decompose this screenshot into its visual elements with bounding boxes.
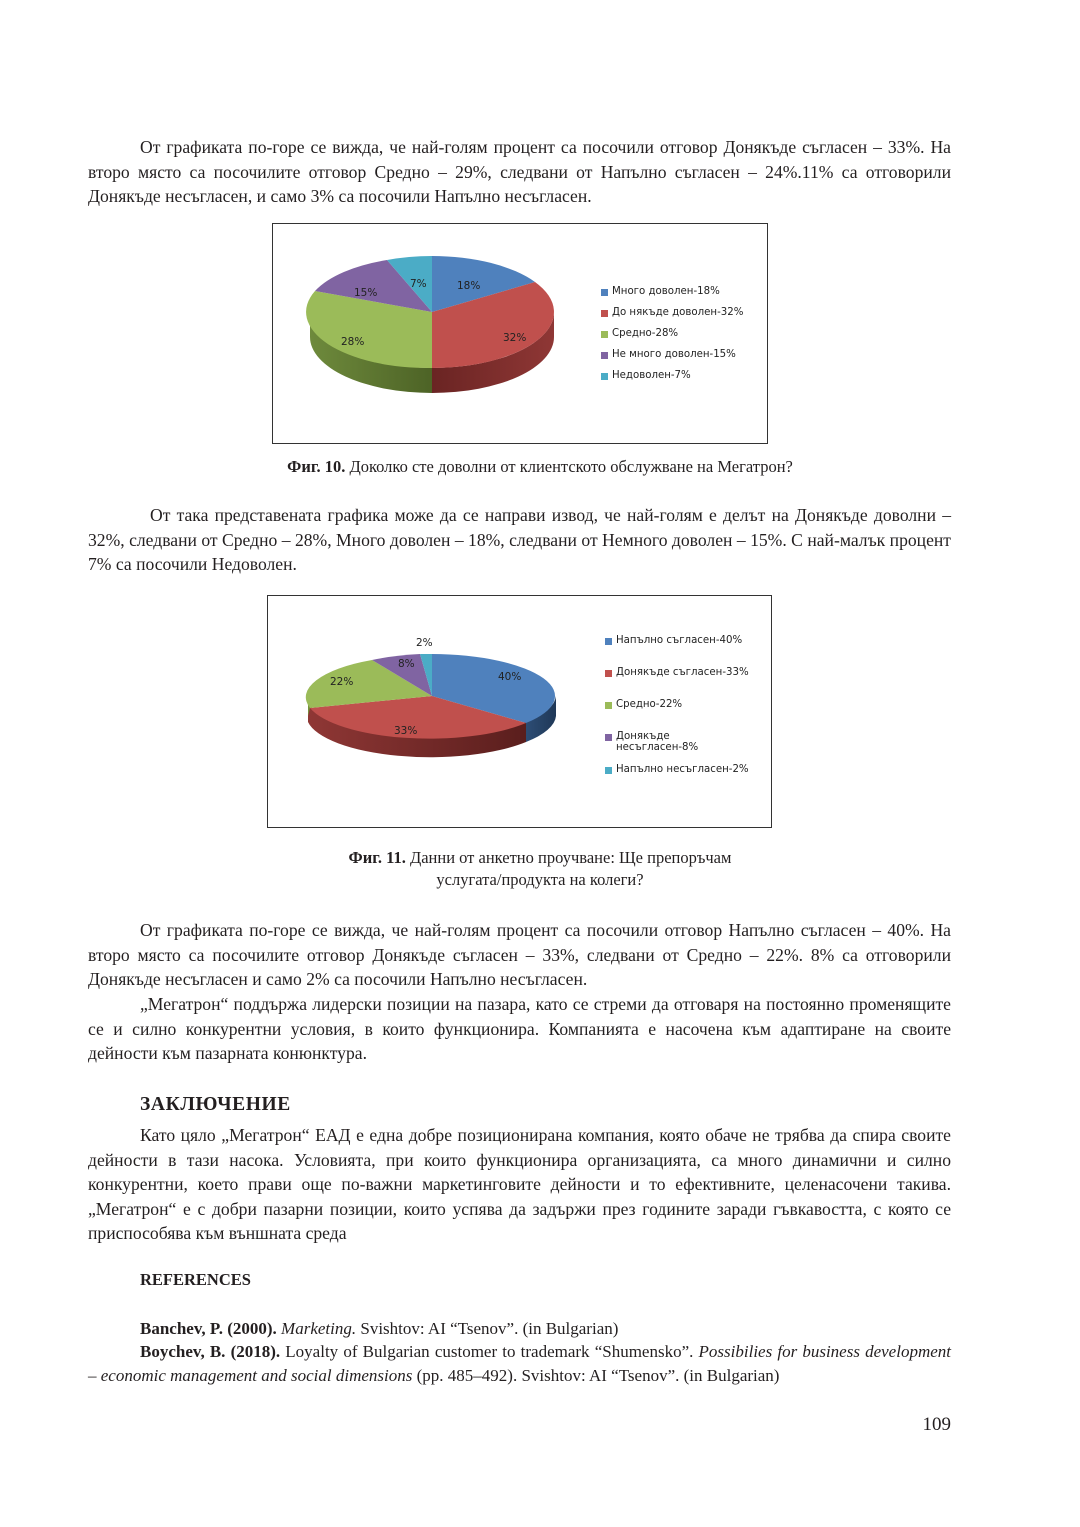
figure-11-caption: Фиг. 11. Данни от анкетно проучване: Ще препоръчам услугата/продукта на колеги?: [348, 848, 732, 889]
data-label: 32%: [503, 332, 527, 344]
legend-item: Недоволен-7%: [601, 370, 743, 391]
data-label: 22%: [330, 676, 354, 688]
legend-swatch-icon: [605, 702, 612, 709]
paragraph-intro: От графиката по-горе се вижда, че най-голям процент са посочили отговор Донякъде съгласен – 33%. На второ място са посочилите отговор Средно – 29%, следвани от Напълно съгласен – 24%.11% са отговорили Донякъде несъгласен, и само 3% са посочили Напълно несъгласен.: [88, 137, 951, 207]
data-label: 2%: [416, 637, 433, 649]
legend-swatch-icon: [601, 331, 608, 338]
data-label: 40%: [498, 671, 522, 683]
data-label: 28%: [341, 336, 365, 348]
legend-item: Не много доволен-15%: [601, 349, 743, 370]
data-label: 8%: [398, 658, 415, 670]
legend-swatch-icon: [601, 310, 608, 317]
chart-legend: [605, 635, 765, 784]
figure-10-chart: [272, 223, 768, 444]
legend-swatch-icon: [601, 373, 608, 380]
legend-swatch-icon: [601, 352, 608, 359]
legend-swatch-icon: [601, 289, 608, 296]
figure-10-caption: Фиг. 10. Доколко сте доволни от клиентското обслужване на Мегатрон?: [287, 457, 793, 476]
legend-swatch-icon: [605, 734, 612, 741]
legend-item: Донякъде съгласен-33%: [605, 667, 765, 699]
data-label: 15%: [354, 287, 378, 299]
legend-item: Напълно несъгласен-2%: [605, 764, 765, 784]
legend-swatch-icon: [605, 767, 612, 774]
data-label: 7%: [410, 278, 427, 290]
data-label: 33%: [394, 725, 418, 737]
data-label: 18%: [457, 280, 481, 292]
page-number: 109: [922, 1414, 951, 1435]
legend-item: Напълно съгласен-40%: [605, 635, 765, 667]
section-heading-references: REFERENCES: [140, 1270, 251, 1289]
paragraph-megatron-position: „Мегатрон“ поддържа лидерски позиции на пазара, като се стреми да отговаря на постоянно променящите се и силно конкурентни условия, в които функционира. Компанията е насочена към адаптиране на своите дейности към пазарната конюнктура.: [88, 994, 951, 1064]
paragraph-fig11-analysis: От графиката по-горе се вижда, че най-голям процент са посочили отговор Напълно съгласен – 40%. На второ място са посочилите отговор Донякъде съгласен – 33%, следвани от Средно – 22%. 8% са отговорили Донякъде несъгласен и само 2% са посочили Напълно несъгласен.: [88, 920, 951, 990]
legend-item: Много доволен-18%: [601, 286, 743, 307]
legend-swatch-icon: [605, 638, 612, 645]
legend-item: Средно-22%: [605, 699, 765, 731]
reference-item: Banchev, P. (2000). Marketing. Svishtov: AI “Tsenov”. (in Bulgarian): [140, 1319, 619, 1338]
reference-item: Boychev, B. (2018). Loyalty of Bulgarian customer to trademark “Shumensko”. Possibilies for business development – economic management and social dimensions (pp. 485–492). Svishtov: AI “Tsenov”. (in Bulgarian): [88, 1342, 952, 1385]
legend-item: Средно-28%: [601, 328, 743, 349]
paragraph-conclusion: Като цяло „Мегатрон“ ЕАД е една добре позиционирана компания, която обаче не трябва да спира своите дейности в тази насока. Условията, при които функционира организацията, са много динамични и силно конкурентни, което прави още по-важни маркетинговите дейности и то ефективните, целенасочени такива. „Мегатрон“ е с добри пазарни позиции, които успява да задържи през годините заради гъвкавостта, с която се приспособява към външната среда: [88, 1125, 951, 1244]
legend-item: Донякъде несъгласен-8%: [605, 731, 745, 764]
legend-swatch-icon: [605, 670, 612, 677]
figure-11-chart: [267, 595, 772, 828]
legend-item: До някъде доволен-32%: [601, 307, 743, 328]
paragraph-fig10-analysis: От така представената графика може да се направи извод, че най-голям е делът на Донякъде доволни – 32%, следвани от Средно – 28%, Много доволен – 18%, следвани от Немного доволен – 15%. С най-малък процент 7% са посочили Недоволен.: [88, 505, 951, 575]
section-heading-conclusion: ЗАКЛЮЧЕНИЕ: [140, 1094, 291, 1115]
chart-legend: [601, 286, 743, 391]
